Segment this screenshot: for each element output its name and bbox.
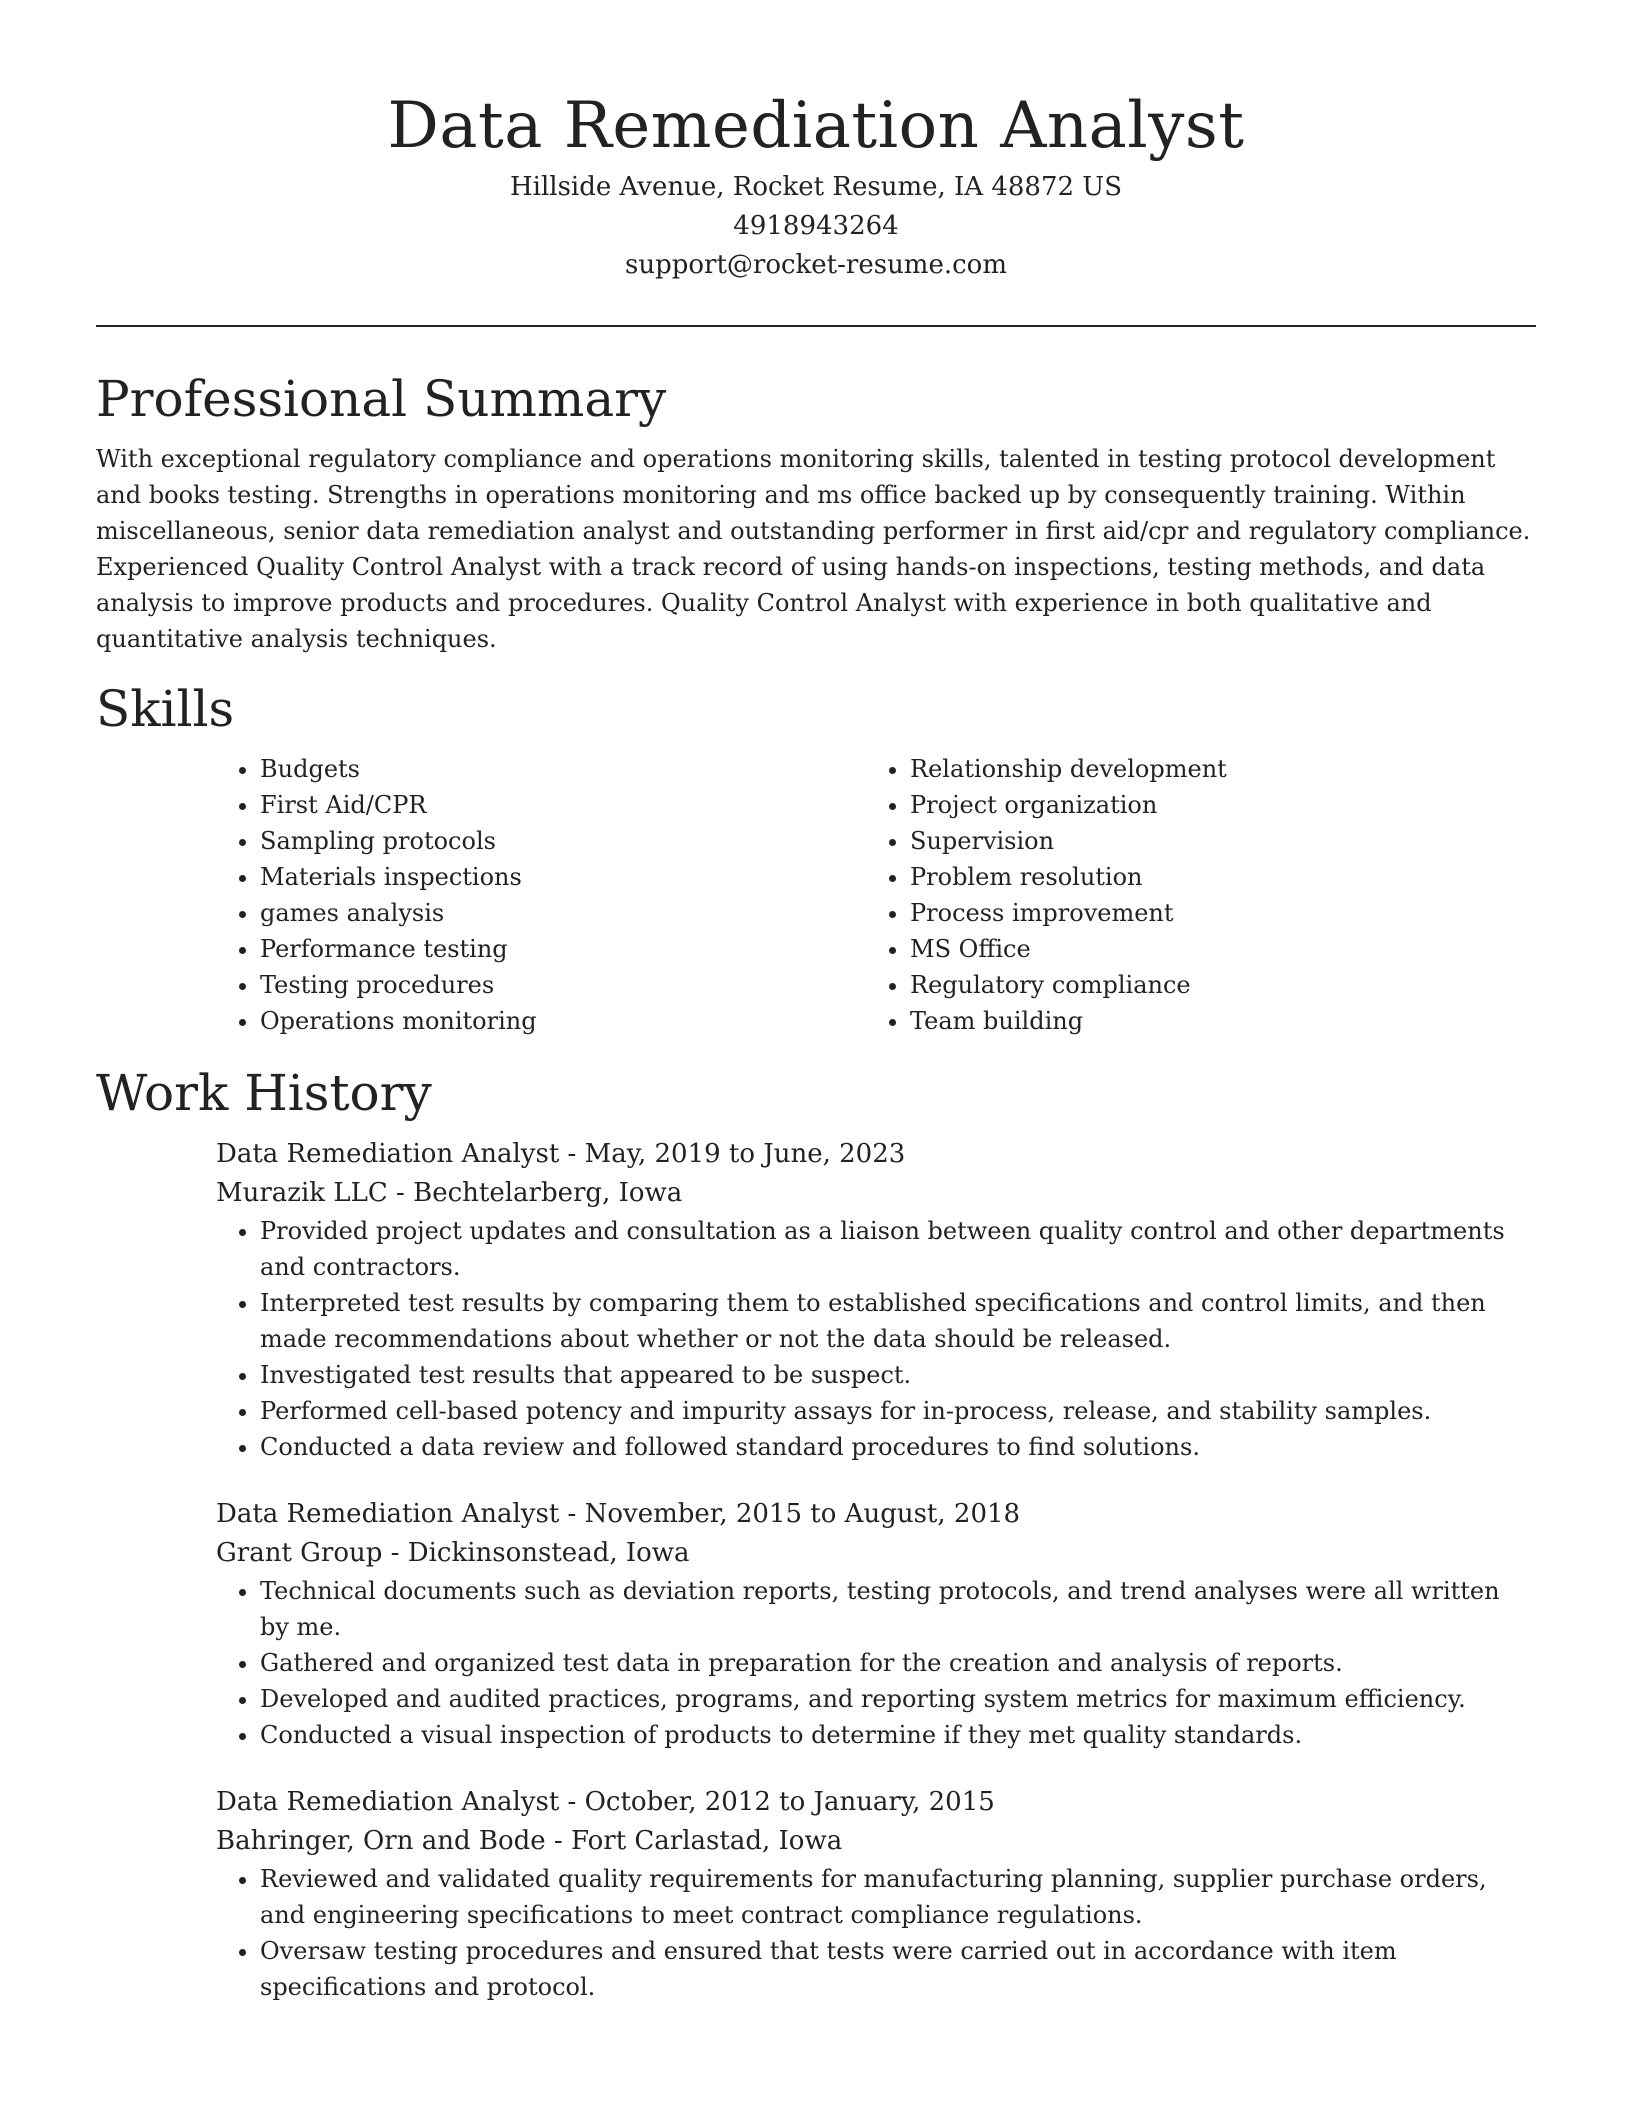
job-bullets — [216, 1573, 1536, 1753]
skill-item: • Problem resolution — [910, 859, 1516, 895]
job-bullet: • Performed cell-based potency and impurity assays for in-process, release, and stability samples. — [260, 1393, 1536, 1429]
job-bullets — [216, 1861, 1536, 2005]
job-dates: November, 2015 to August, 2018 — [584, 1499, 1021, 1529]
header-divider — [96, 325, 1536, 327]
summary-text: With exceptional regulatory compliance and operations monitoring skills, talented in testing protocol development and books testing. Strengths in operations monitoring and ms office backed up by consequently training. Within miscellaneous, senior data remediation analyst and outstanding performer in first aid/cpr and regulatory compliance. Experienced Quality Control Analyst with a track record of using hands-on inspections, testing methods, and data analysis to improve products and procedures. Quality Control Analyst with experience in both qualitative and quantitative analysis techniques. — [96, 445, 1531, 653]
skill-item: • Materials inspections — [260, 859, 866, 895]
job-title-line: Data Remediation Analyst - May, 2019 to June, 2023 — [216, 1139, 906, 1169]
skills-section — [96, 677, 1536, 1039]
skill-item: • MS Office — [910, 931, 1516, 967]
skills-column-right — [866, 751, 1516, 1039]
contact-address: Hillside Avenue, Rocket Resume, IA 48872 US — [509, 172, 1123, 202]
job-bullet: • Investigated test results that appeared to be suspect. — [260, 1357, 1536, 1393]
job-bullet: • Conducted a data review and followed standard procedures to find solutions. — [260, 1429, 1536, 1465]
skill-item: • Team building — [910, 1003, 1516, 1039]
skill-item: • Project organization — [910, 787, 1516, 823]
job-role: Data Remediation Analyst — [216, 1499, 560, 1529]
work-title: Work History — [96, 1064, 432, 1122]
skill-item: • Relationship development — [910, 751, 1516, 787]
job-entry — [216, 1783, 1536, 2005]
contact-phone: 4918943264 — [733, 211, 899, 241]
job-bullet: • Oversaw testing procedures and ensured that tests were carried out in accordance with item specifications and protocol. — [260, 1933, 1536, 2005]
resume-page — [96, 0, 1536, 2035]
skills-list-right — [866, 751, 1516, 1039]
job-dates: October, 2012 to January, 2015 — [584, 1787, 995, 1817]
skill-item: • First Aid/CPR — [260, 787, 866, 823]
skill-item: • Sampling protocols — [260, 823, 866, 859]
job-entry — [216, 1495, 1536, 1753]
job-bullet: • Provided project updates and consultation as a liaison between quality control and other departments and contractors. — [260, 1213, 1536, 1285]
job-role: Data Remediation Analyst — [216, 1139, 560, 1169]
job-company-line: Bahringer, Orn and Bode - Fort Carlastad, Iowa — [216, 1826, 843, 1856]
job-bullet: • Gathered and organized test data in preparation for the creation and analysis of reports. — [260, 1645, 1536, 1681]
job-company: Murazik LLC — [216, 1178, 388, 1208]
job-bullet: • Technical documents such as deviation reports, testing protocols, and trend analyses were all written by me. — [260, 1573, 1536, 1645]
job-dates: May, 2019 to June, 2023 — [584, 1139, 906, 1169]
job-company: Bahringer, Orn and Bode — [216, 1826, 546, 1856]
summary-section — [96, 367, 1536, 657]
job-company-line: Grant Group - Dickinsonstead, Iowa — [216, 1538, 690, 1568]
skill-item: • Regulatory compliance — [910, 967, 1516, 1003]
skills-columns — [216, 751, 1536, 1039]
skill-item: • Process improvement — [910, 895, 1516, 931]
work-section — [96, 1061, 1536, 2005]
job-company-line: Murazik LLC - Bechtelarberg, Iowa — [216, 1178, 683, 1208]
job-bullet: • Conducted a visual inspection of products to determine if they met quality standards. — [260, 1717, 1536, 1753]
job-bullets — [216, 1213, 1536, 1465]
skills-list-left — [216, 751, 866, 1039]
job-location: Bechtelarberg, Iowa — [413, 1178, 683, 1208]
skill-item: • games analysis — [260, 895, 866, 931]
skill-item: • Testing procedures — [260, 967, 866, 1003]
job-role: Data Remediation Analyst — [216, 1787, 560, 1817]
job-entry — [216, 1135, 1536, 1465]
candidate-name: Data Remediation Analyst — [387, 89, 1245, 163]
job-location: Dickinsonstead, Iowa — [407, 1538, 690, 1568]
skill-item: • Performance testing — [260, 931, 866, 967]
job-location: Fort Carlastad, Iowa — [571, 1826, 843, 1856]
job-company: Grant Group — [216, 1538, 383, 1568]
skills-column-left — [216, 751, 866, 1039]
skill-item: • Supervision — [910, 823, 1516, 859]
skill-item: • Operations monitoring — [260, 1003, 866, 1039]
skills-title: Skills — [96, 680, 235, 738]
summary-title: Professional Summary — [96, 370, 667, 428]
contact-email: support@rocket-resume.com — [624, 250, 1007, 280]
job-bullet: • Reviewed and validated quality requirements for manufacturing planning, supplier purchase orders, and engineering specifications to meet contract compliance regulations. — [260, 1861, 1536, 1933]
job-bullet: • Interpreted test results by comparing them to established specifications and control limits, and then made recommendations about whether or not the data should be released. — [260, 1285, 1536, 1357]
job-title-line: Data Remediation Analyst - November, 2015 to August, 2018 — [216, 1499, 1021, 1529]
resume-header — [96, 0, 1536, 285]
job-title-line: Data Remediation Analyst - October, 2012 to January, 2015 — [216, 1787, 995, 1817]
skill-item: • Budgets — [260, 751, 866, 787]
job-list — [96, 1135, 1536, 2005]
job-bullet: • Developed and audited practices, programs, and reporting system metrics for maximum efficiency. — [260, 1681, 1536, 1717]
